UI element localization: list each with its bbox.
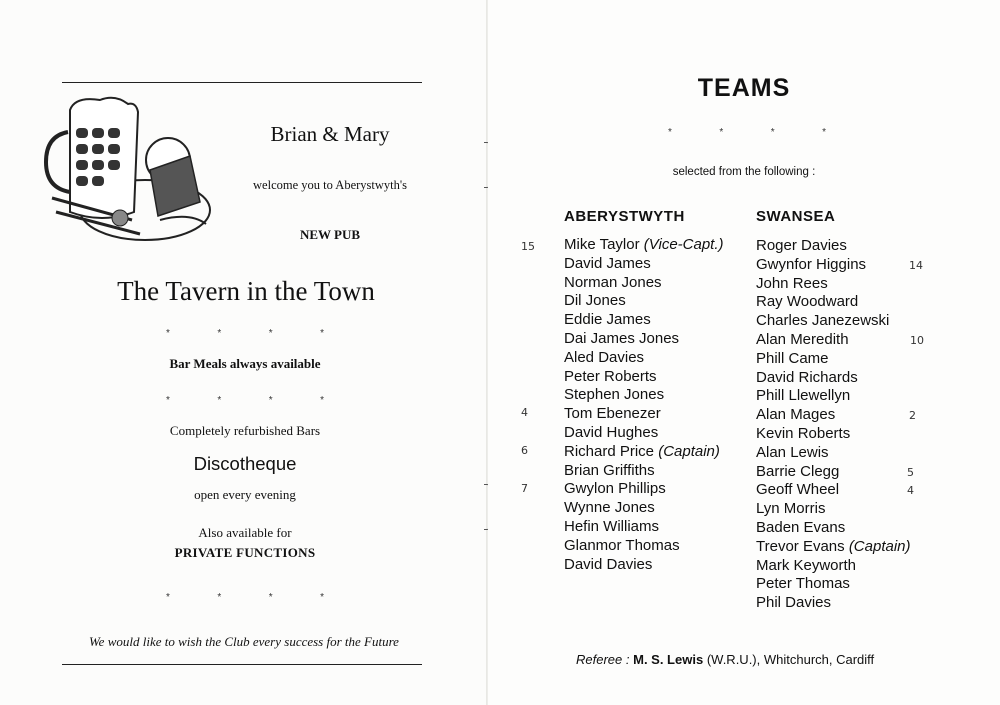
player-row: David Davies	[564, 555, 653, 573]
player-row: Mike Taylor (Vice-Capt.)	[564, 236, 724, 253]
player-row: Norman Jones	[564, 273, 662, 291]
player-row: Phill Llewellyn	[756, 387, 851, 405]
handwritten-number: 5	[907, 466, 914, 479]
captain-note: (Captain)	[848, 537, 911, 555]
player-row: Ray Woodward	[756, 293, 859, 311]
handwritten-number: 7	[521, 482, 528, 495]
player-row: Dai James Jones	[564, 329, 680, 347]
top-rule	[62, 82, 422, 83]
bottom-rule	[62, 664, 422, 665]
player-row: David Hughes	[564, 423, 659, 441]
aberystwyth-heading: ABERYSTWYTH	[564, 208, 685, 225]
welcome-text: welcome you to Aberystwyth's	[253, 178, 407, 192]
player-row: Gwynfor Higgins	[756, 255, 867, 273]
player-row: Hefin Williams	[564, 517, 660, 535]
referee-label: Referee :	[576, 652, 630, 667]
player-row: Mark Keyworth	[756, 556, 857, 574]
right-page	[488, 0, 1000, 705]
handwritten-number: 2	[909, 409, 916, 422]
player-row: David James	[564, 254, 651, 272]
player-row: Dil Jones	[564, 292, 626, 310]
player-row: Alan Lewis	[756, 443, 829, 461]
player-row: Richard Price (Captain)	[564, 442, 720, 460]
bar-meals-text: Bar Meals always available	[169, 356, 321, 371]
player-row: Charles Janezewski	[756, 312, 890, 330]
player-row: Wynne Jones	[564, 499, 655, 517]
handwritten-number: 6	[521, 444, 528, 457]
selected-text: selected from the following :	[672, 166, 816, 178]
referee-detail: (W.R.U.), Whitchurch, Cardiff	[706, 652, 875, 667]
player-row: Peter Roberts	[564, 367, 657, 385]
player-row: David Richards	[756, 368, 858, 386]
vice-captain-note: (Vice-Capt.)	[643, 236, 724, 253]
star-divider: * * * *	[668, 127, 826, 138]
player-row: Gwylon Phillips	[564, 480, 666, 498]
star-divider: * * * *	[166, 328, 324, 339]
player-row: Baden Evans	[756, 518, 846, 536]
player-row: Geoff Wheel	[756, 481, 840, 499]
aberystwyth-player-list	[564, 236, 724, 574]
player-row: Aled Davies	[564, 348, 645, 366]
player-row: Trevor Evans (Captain)	[756, 537, 911, 555]
player-row: John Rees	[756, 274, 828, 292]
private-functions-label: PRIVATE FUNCTIONS	[174, 545, 316, 560]
referee-name: M. S. Lewis	[633, 652, 704, 667]
handwritten-number: 15	[521, 240, 535, 253]
wish-text: We would like to wish the Club every success for the Future	[89, 634, 399, 649]
player-row: Tom Ebenezer	[564, 405, 661, 423]
player-row: Phil Davies	[756, 594, 832, 612]
teams-title: TEAMS	[697, 74, 791, 102]
player-row: Phill Came	[756, 349, 829, 367]
handwritten-number: 4	[907, 484, 914, 497]
referee-line	[576, 652, 874, 667]
player-row: Eddie James	[564, 311, 651, 329]
player-row: Barrie Clegg	[756, 462, 840, 480]
discotheque-label: Discotheque	[193, 453, 297, 474]
player-row: Stephen Jones	[564, 386, 665, 404]
captain-note: (Captain)	[658, 442, 720, 460]
handwritten-number: 10	[910, 334, 924, 347]
left-page	[0, 0, 488, 705]
new-pub-label: NEW PUB	[299, 227, 361, 242]
also-available-text: Also available for	[198, 525, 292, 540]
player-row: Lyn Morris	[756, 500, 826, 518]
player-row: Alan Meredith	[756, 330, 849, 348]
player-row: Brian Griffiths	[564, 461, 655, 479]
pub-name: The Tavern in the Town	[117, 276, 375, 306]
hosts-name: Brian & Mary	[270, 122, 390, 146]
handwritten-number: 4	[521, 406, 528, 419]
handwritten-number: 14	[909, 259, 923, 272]
player-row: Glanmor Thomas	[564, 536, 680, 554]
player-row: Alan Mages	[756, 406, 836, 424]
beer-mug-illustration	[40, 92, 212, 252]
star-divider: * * * *	[166, 395, 324, 406]
player-row: Peter Thomas	[756, 575, 850, 593]
refurbished-text: Completely refurbished Bars	[169, 423, 321, 438]
star-divider: * * * *	[166, 592, 324, 603]
swansea-player-list	[756, 237, 911, 613]
disco-hours-text: open every evening	[194, 487, 296, 502]
player-row: Roger Davies	[756, 237, 847, 254]
swansea-heading: SWANSEA	[756, 208, 836, 225]
player-row: Kevin Roberts	[756, 424, 851, 442]
